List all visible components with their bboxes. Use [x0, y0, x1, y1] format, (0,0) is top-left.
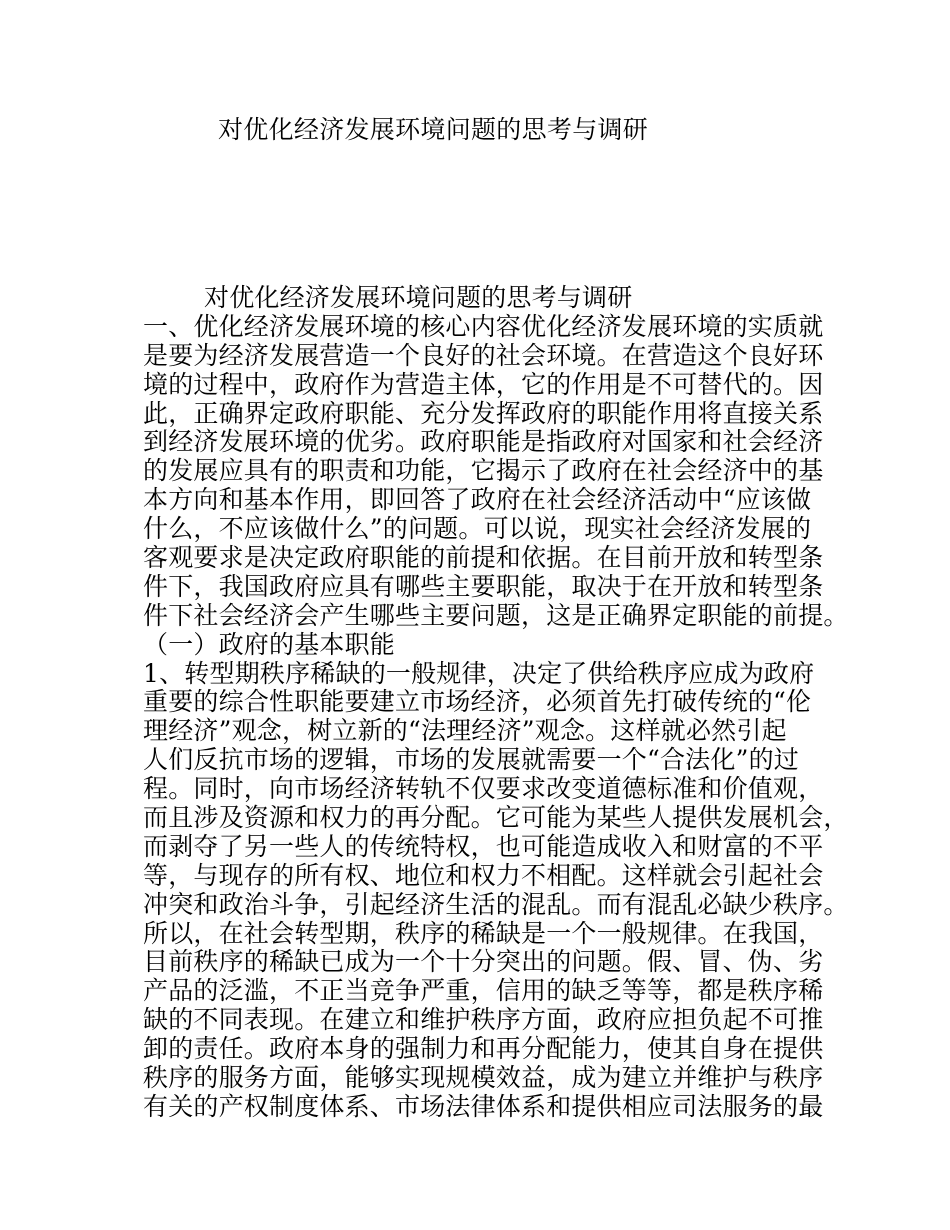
body-line: 而剥夺了另一些人的传统特权，也可能造成收入和财富的不平 — [143, 831, 824, 861]
body-line: 件下，我国政府应具有哪些主要职能，取决于在开放和转型条 — [143, 571, 824, 601]
body-line: 客观要求是决定政府职能的前提和依据。在目前开放和转型条 — [143, 543, 824, 573]
body-line: 秩序的服务方面，能够实现规模效益，成为建立并维护与秩序 — [143, 1063, 824, 1093]
body-line: 缺的不同表现。在建立和维护秩序方面，政府应担负起不可推 — [143, 1005, 824, 1035]
body-line: 重要的综合性职能要建立市场经济，必须首先打破传统的“伦 — [143, 687, 812, 717]
body-line: 此，正确界定政府职能、充分发挥政府的职能作用将直接关系 — [143, 398, 824, 428]
body-line: 而且涉及资源和权力的再分配。它可能为某些人提供发展机会， — [143, 803, 849, 833]
section-heading: （一）政府的基本职能 — [143, 629, 396, 659]
body-line: 产品的泛滥，不正当竞争严重，信用的缺乏等等，都是秩序稀 — [143, 976, 824, 1006]
body-line: 理经济”观念，树立新的“法理经济”观念。这样就必然引起 — [143, 716, 787, 746]
body-line: 有关的产权制度体系、市场法律体系和提供相应司法服务的最 — [143, 1091, 824, 1121]
body-line: 一、优化经济发展环境的核心内容优化经济发展环境的实质就 — [143, 311, 824, 341]
body-line: 的发展应具有的职责和功能，它揭示了政府在社会经济中的基 — [143, 456, 824, 486]
body-line: 等，与现存的所有权、地位和权力不相配。这样就会引起社会 — [143, 860, 824, 890]
body-line: 是要为经济发展营造一个良好的社会环境。在营造这个良好环 — [143, 340, 824, 370]
body-line: 本方向和基本作用，即回答了政府在社会经济活动中“应该做 — [143, 485, 812, 515]
body-line: 目前秩序的稀缺已成为一个十分突出的问题。假、冒、伪、劣 — [143, 947, 824, 977]
body-line: 所以，在社会转型期，秩序的稀缺是一个一般规律。在我国， — [143, 918, 824, 948]
body-text — [143, 283, 849, 1122]
body-line: 境的过程中，政府作为营造主体，它的作用是不可替代的。因 — [143, 369, 824, 399]
body-line: 卸的责任。政府本身的强制力和再分配能力，使其自身在提供 — [143, 1034, 824, 1064]
body-line: 1、转型期秩序稀缺的一般规律，决定了供给秩序应成为政府 — [143, 658, 815, 688]
body-heading: 对优化经济发展环境问题的思考与调研 — [204, 283, 633, 312]
body-line: 件下社会经济会产生哪些主要问题，这是正确界定职能的前提。 — [143, 600, 849, 630]
body-line: 程。同时，向市场经济转轨不仅要求改变道德标准和价值观， — [143, 774, 824, 804]
body-line: 人们反抗市场的逻辑，市场的发展就需要一个“合法化”的过 — [143, 745, 799, 775]
body-line: 冲突和政治斗争，引起经济生活的混乱。而有混乱必缺少秩序。 — [143, 889, 849, 919]
body-line: 到经济发展环境的优劣。政府职能是指政府对国家和社会经济 — [143, 427, 824, 457]
cover-title: 对优化经济发展环境问题的思考与调研 — [218, 115, 649, 144]
body-line: 什么，不应该做什么”的问题。可以说，现实社会经济发展的 — [143, 514, 812, 544]
